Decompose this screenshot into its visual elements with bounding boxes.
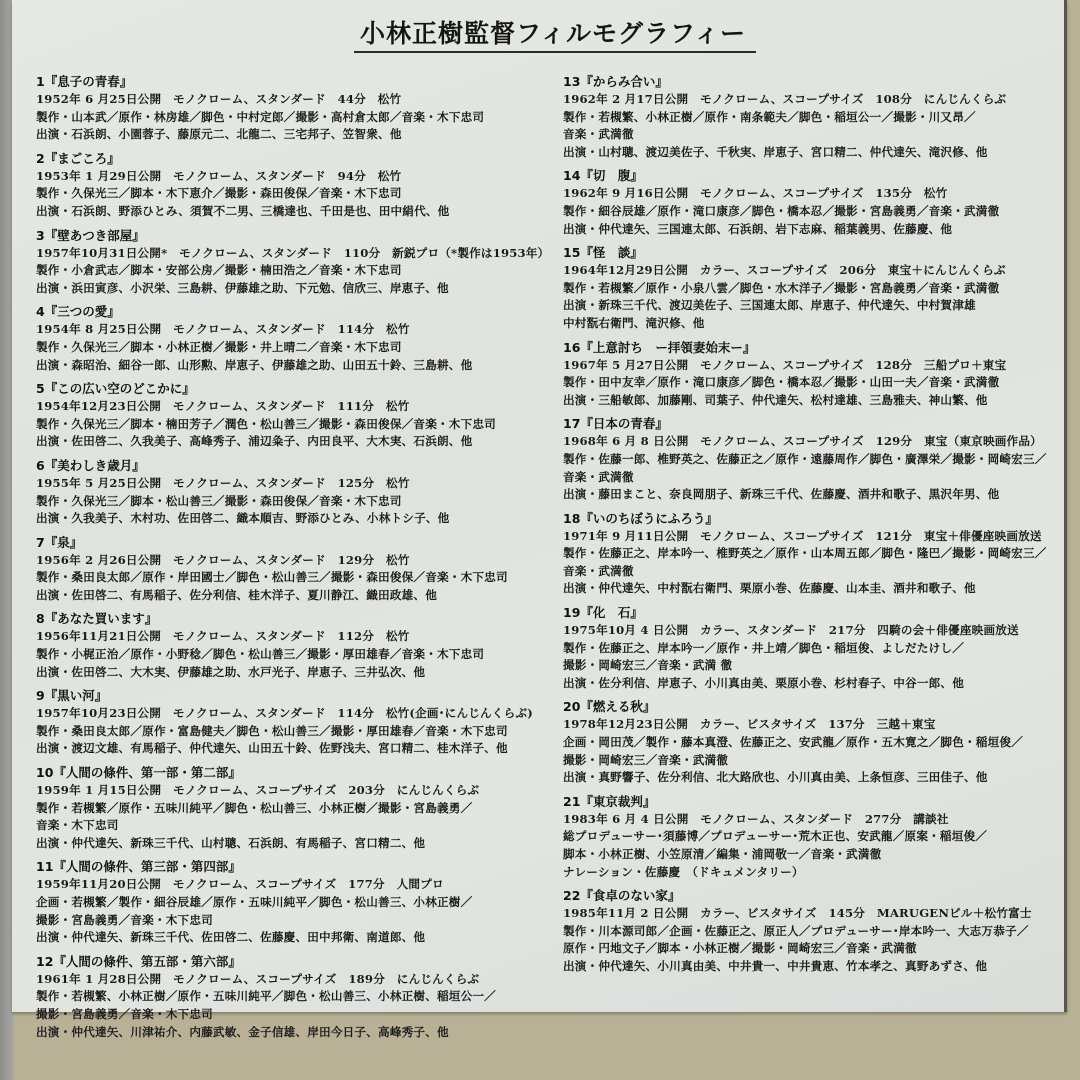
film-entry <box>563 415 1078 503</box>
film-entry <box>36 73 551 144</box>
film-heading <box>36 534 551 552</box>
film-release-info: 1975年10月 4 日公開 カラー、スタンダード 217分 四騎の会＋俳優座映画放送 <box>563 623 1019 638</box>
film-entry <box>36 227 551 298</box>
film-entry <box>36 457 551 528</box>
film-heading <box>36 858 551 876</box>
film-credits-line: 製作・久保光三／脚本・木下恵介／撮影・森田俊保／音楽・木下忠司 <box>36 186 402 201</box>
film-number: 19 <box>563 605 581 621</box>
film-number: 5 <box>36 381 45 397</box>
film-title: 『黒い河』 <box>44 688 108 704</box>
film-credits-line: 企画・岡田茂／製作・藤本真澄、佐藤正之、安武龍／原作・五木寛之／脚色・稲垣俊／ <box>563 735 1023 750</box>
film-credits-line: 製作・佐藤正之、岸本吟一／原作・井上靖／脚色・稲垣俊、よしだたけし／ <box>563 640 964 655</box>
film-credits-line: 音楽・木下忠司 <box>36 818 119 833</box>
film-title: 『人間の條件、第三部・第四部』 <box>53 859 241 875</box>
film-entry <box>36 303 551 374</box>
film-entry <box>36 764 551 852</box>
film-credits-line: 製作・小倉武志／脚本・安部公房／撮影・楠田浩之／音楽・木下忠司 <box>36 263 402 278</box>
film-credits-line: 出演・仲代達矢、中村翫右衛門、栗原小巻、佐藤慶、山本圭、酒井和歌子、他 <box>563 581 976 596</box>
film-credits-line: 撮影・岡崎宏三／音楽・武満徹 <box>563 752 729 767</box>
film-credits-line: 製作・久保光三／脚本・松山善三／撮影・森田俊保／音楽・木下忠司 <box>36 493 402 508</box>
film-heading <box>563 510 1078 528</box>
film-heading <box>563 604 1078 622</box>
film-number: 22 <box>563 888 581 904</box>
film-credits-line: 出演・石浜朗、野添ひとみ、須賀不二男、三橋達也、千田是也、田中絹代、他 <box>36 203 450 218</box>
film-title: 『燃える秋』 <box>580 699 656 715</box>
film-number: 17 <box>563 416 581 432</box>
film-credits-line: 製作・若槻繁／原作・五味川純平／脚色・松山善三、小林正樹／撮影・宮島義勇／ <box>36 800 473 815</box>
film-entry <box>563 167 1078 238</box>
film-entry <box>563 244 1078 332</box>
film-heading <box>563 698 1078 716</box>
film-credits-line: 製作・佐藤一郎、椎野英之、佐藤正之／原作・遠藤周作／脚色・廣澤栄／撮影・岡崎宏三／ <box>563 451 1047 466</box>
film-title: 『人間の條件、第五部・第六部』 <box>53 953 241 969</box>
film-release-info: 1952年 6 月25日公開 モノクローム、スタンダード 44分 松竹 <box>36 92 402 106</box>
film-credits-line: 製作・川本源司郎／企画・佐藤正之、原正人／プロデューサー･岸本吟一、大志万恭子／ <box>563 923 1029 938</box>
film-credits-line: 出演・仲代達矢、新珠三千代、佐田啓二、佐藤慶、田中邦衛、南道郎、他 <box>36 930 426 945</box>
film-credits-line: 出演・三船敏郎、加藤剛、司葉子、仲代達矢、松村達雄、三島雅夫、神山繁、他 <box>563 392 988 407</box>
film-entry <box>563 339 1078 410</box>
film-release-info: 1967年 5 月27日公開 モノクローム、スコープサイズ 128分 三船プロ＋東宝 <box>563 357 1007 372</box>
film-title: 『この広い空のどこかに』 <box>44 381 195 397</box>
film-credits-line: 出演・森昭治、細谷一郎、山形勲、岸恵子、伊藤雄之助、山田五十鈴、三島耕、他 <box>36 357 473 372</box>
film-title: 『人間の條件、第一部・第二部』 <box>53 765 241 781</box>
film-number: 6 <box>36 457 45 473</box>
film-title: 『まごころ』 <box>44 150 120 166</box>
film-credits-line: 中村翫右衛門、滝沢修、他 <box>563 315 705 330</box>
film-heading <box>36 457 551 475</box>
film-credits-line: 出演・山村聰、渡辺美佐子、千秋実、岸恵子、宮口精二、仲代達矢、滝沢修、他 <box>563 144 988 159</box>
film-entry <box>36 858 551 946</box>
film-credits-line: 出演・浜田寅彦、小沢栄、三島耕、伊藤雄之助、下元勉、信欣三、岸恵子、他 <box>36 280 449 295</box>
film-title: 『壁あつき部屋』 <box>44 227 145 243</box>
film-number: 8 <box>36 611 45 627</box>
film-number: 9 <box>36 688 45 704</box>
film-release-info: 1959年11月20日公開 モノクローム、スコープサイズ 177分 人間プロ <box>36 877 444 892</box>
film-credits-line: 出演・仲代達矢、小川真由美、中井貴一、中井貴恵、竹本孝之、真野あずさ、他 <box>563 958 988 973</box>
film-number: 7 <box>36 534 45 550</box>
film-credits-line: 脚本・小林正樹、小笠原清／編集・浦岡敬一／音楽・武満徹 <box>563 847 882 861</box>
film-credits-line: 製作・佐藤正之、岸本吟一、椎野英之／原作・山本周五郎／脚色・隆巴／撮影・岡崎宏三／ <box>563 546 1047 561</box>
film-release-info: 1954年12月23日公開 モノクローム、スタンダード 111分 松竹 <box>36 399 410 414</box>
film-credits-line: 総プロデューサー･須藤博／プロデューサー･荒木正也、安武龍／原案・稲垣俊／ <box>563 829 988 844</box>
film-heading <box>36 764 551 782</box>
film-title: 『いのちぼうにふろう』 <box>580 510 718 526</box>
film-number: 21 <box>563 793 581 809</box>
film-title: 『息子の青春』 <box>44 74 133 89</box>
film-release-info: 1953年 1 月29日公開 モノクローム、スタンダード 94分 松竹 <box>36 168 402 183</box>
film-heading <box>36 380 551 398</box>
film-entry <box>36 687 551 758</box>
film-credits-line: 出演・佐田啓二、有馬稲子、佐分利信、桂木洋子、夏川静江、織田政雄、他 <box>36 587 437 602</box>
film-release-info: 1956年 2 月26日公開 モノクローム、スタンダード 129分 松竹 <box>36 552 410 567</box>
film-number: 11 <box>36 859 54 875</box>
film-credits-line: 原作・円地文子／脚本・小林正樹／撮影・岡崎宏三／音楽・武満徹 <box>563 941 917 956</box>
film-number: 15 <box>563 245 581 261</box>
film-heading <box>563 244 1078 262</box>
film-credits-line: 製作・久保光三／脚本・小林正樹／撮影・井上晴二／音楽・木下忠司 <box>36 339 402 354</box>
film-entry <box>36 380 551 451</box>
film-number: 1 <box>36 74 45 89</box>
film-credits-line: 出演・佐分利信、岸恵子、小川真由美、栗原小巻、杉村春子、中谷一郎、他 <box>563 675 964 690</box>
film-heading <box>36 73 551 91</box>
film-number: 13 <box>563 74 581 89</box>
film-credits-line: 音楽・武満徹 <box>563 563 634 578</box>
film-heading <box>563 793 1078 811</box>
film-release-info: 1954年 8 月25日公開 モノクローム、スタンダード 114分 松竹 <box>36 322 410 337</box>
film-release-info: 1959年 1 月15日公開 モノクローム、スコープサイズ 203分 にんじんくらぶ <box>36 783 480 798</box>
title-underline <box>354 51 756 53</box>
film-credits-line: 出演・渡辺文雄、有馬稲子、仲代達矢、山田五十鈴、佐野浅夫、宮口精二、桂木洋子、他 <box>36 741 508 756</box>
film-title: 『あなた買います』 <box>44 611 158 627</box>
film-credits-line: 製作・山本武／原作・林房雄／脚色・中村定郎／撮影・高村倉太郎／音楽・木下忠司 <box>36 109 485 124</box>
film-entry <box>36 610 551 681</box>
film-release-info: 1964年12月29日公開 カラー、スコープサイズ 206分 東宝＋にんじんくらぶ <box>563 263 1006 278</box>
film-release-info: 1961年 1 月28日公開 モノクローム、スコープサイズ 189分 にんじんくらぶ <box>36 971 480 986</box>
page-title: 小林正樹監督フィルモグラフィー <box>359 19 746 48</box>
film-number: 4 <box>36 304 45 320</box>
film-release-info: 1962年 2 月17日公開 モノクローム、スコープサイズ 108分 にんじんくらぶ <box>563 92 1007 106</box>
film-number: 14 <box>563 168 581 184</box>
film-credits-line: 出演・佐田啓二、久我美子、高峰秀子、浦辺粂子、内田良平、大木実、石浜朗、他 <box>36 434 473 449</box>
film-release-info: 1957年10月31日公開* モノクローム、スタンダード 110分 新鋭プロ（*製作は1953年） <box>36 245 550 260</box>
film-credits-line: 出演・新珠三千代、渡辺美佐子、三国連太郎、岸恵子、仲代達矢、中村賀津雄 <box>563 298 976 313</box>
film-credits-line: 企画・若槻繁／製作・細谷辰雄／原作・五味川純平／脚色・松山善三、小林正樹／ <box>36 895 473 909</box>
film-heading <box>36 303 551 321</box>
film-credits-line: ナレーション・佐藤慶 （ドキュメンタリー） <box>563 864 804 879</box>
film-credits-line: 出演・仲代達矢、川津祐介、内藤武敏、金子信雄、岸田今日子、高峰秀子、他 <box>36 1024 449 1039</box>
film-number: 12 <box>36 953 54 969</box>
film-title: 『美わしき歳月』 <box>44 457 145 473</box>
film-credits-line: 出演・久我美子、木村功、佐田啓二、織本順吉、野添ひとみ、小林トシ子、他 <box>36 511 450 526</box>
film-release-info: 1962年 9 月16日公開 モノクローム、スコープサイズ 135分 松竹 <box>563 186 948 201</box>
film-credits-line: 出演・真野響子、佐分利信、北大路欣也、小川真由美、上条恒彦、三田佳子、他 <box>563 770 988 785</box>
film-title: 『怪 談』 <box>580 245 643 261</box>
film-title: 『三つの愛』 <box>44 304 120 320</box>
film-number: 18 <box>563 510 581 526</box>
film-entry <box>36 953 551 1041</box>
film-credits-line: 撮影・宮島義勇／音楽・木下忠司 <box>36 1006 213 1021</box>
film-credits-line: 製作・田中友幸／原作・滝口康彦／脚色・橋本忍／撮影・山田一夫／音楽・武満徹 <box>563 375 1000 390</box>
film-heading <box>563 339 1078 357</box>
film-number: 16 <box>563 339 581 355</box>
film-entry <box>563 793 1078 881</box>
film-title: 『食卓のない家』 <box>580 888 681 904</box>
film-heading <box>563 887 1078 905</box>
film-credits-line: 製作・小梶正治／原作・小野稔／脚色・松山善三／撮影・厚田雄春／音楽・木下忠司 <box>36 647 485 662</box>
film-release-info: 1985年11月 2 日公開 カラー、ビスタサイズ 145分 MARUGENビル＋松竹富士 <box>563 906 1032 921</box>
film-heading <box>563 167 1078 185</box>
film-title: 『からみ合い』 <box>580 74 668 89</box>
film-credits-line: 製作・若槻繁、小林正樹／原作・五味川純平／脚色・松山善三、小林正樹、稲垣公一／ <box>36 989 496 1004</box>
film-credits-line: 出演・藤田まこと、奈良岡朋子、新珠三千代、佐藤慶、酒井和歌子、黒沢年男、他 <box>563 487 1000 502</box>
film-number: 20 <box>563 699 581 715</box>
film-heading <box>36 150 551 168</box>
film-credits-line: 音楽・武満徹 <box>563 469 634 484</box>
film-title: 『切 腹』 <box>580 168 643 184</box>
film-credits-line: 撮影・岡崎宏三／音楽・武満 徹 <box>563 658 733 673</box>
film-entry <box>36 534 551 605</box>
film-release-info: 1971年 9 月11日公開 モノクローム、スコープサイズ 121分 東宝＋俳優座映画放送 <box>563 528 1042 543</box>
film-release-info: 1955年 5 月25日公開 モノクローム、スタンダード 125分 松竹 <box>36 475 410 490</box>
film-heading <box>36 227 551 245</box>
film-entry <box>563 604 1078 692</box>
filmography-left-column <box>36 73 551 1047</box>
film-entry <box>563 887 1078 975</box>
film-credits-line: 製作・桑田良太郎／原作・富島健夫／脚色・松山善三／撮影・厚田雄春／音楽・木下忠司 <box>36 723 508 738</box>
film-number: 2 <box>36 150 45 166</box>
film-credits-line: 出演・仲代達矢、新珠三千代、山村聰、石浜朗、有馬稲子、宮口精二、他 <box>36 835 426 850</box>
film-heading <box>563 415 1078 433</box>
film-heading <box>36 953 551 971</box>
film-credits-line: 出演・仲代達矢、三国連太郎、石浜朗、岩下志麻、稲葉義男、佐藤慶、他 <box>563 221 953 236</box>
film-title: 『上意討ち ー拝領妻始末ー』 <box>580 339 756 355</box>
film-credits-line: 製作・細谷辰雄／原作・滝口康彦／脚色・橋本忍／撮影・宮島義勇／音楽・武満徹 <box>563 203 1000 218</box>
film-title: 『化 石』 <box>580 605 643 621</box>
film-credits-line: 製作・桑田良太郎／原作・岸田國士／脚色・松山善三／撮影・森田俊保／音楽・木下忠司 <box>36 570 508 585</box>
film-credits-line: 製作・若槻繁、小林正樹／原作・南条範夫／脚色・稲垣公一／撮影・川又昂／ <box>563 109 976 124</box>
film-number: 3 <box>36 227 45 243</box>
film-title: 『日本の青春』 <box>580 416 668 432</box>
film-title: 『東京裁判』 <box>580 793 656 809</box>
film-release-info: 1957年10月23日公開 モノクローム、スタンダード 114分 松竹(企画･にんじんくらぶ) <box>36 706 533 721</box>
film-entry <box>563 73 1078 161</box>
film-entry <box>36 150 551 221</box>
film-credits-line: 撮影・宮島義勇／音楽・木下忠司 <box>36 912 213 927</box>
film-credits-line: 音楽・武満徹 <box>563 127 634 142</box>
film-heading <box>563 73 1078 91</box>
film-credits-line: 製作・久保光三／脚本・楠田芳子／潤色・松山善三／撮影・森田俊保／音楽・木下忠司 <box>36 416 496 431</box>
film-credits-line: 製作・若槻繁／原作・小泉八雲／脚色・水木洋子／撮影・宮島義勇／音楽・武満徹 <box>563 280 1000 295</box>
filmography-right-column <box>563 73 1078 982</box>
film-title: 『泉』 <box>44 534 83 550</box>
film-credits-line: 出演・石浜朗、小園蓉子、藤原元二、北龍二、三宅邦子、笠智衆、他 <box>36 127 402 142</box>
film-credits-line: 出演・佐田啓二、大木実、伊藤雄之助、水戸光子、岸恵子、三井弘次、他 <box>36 664 426 679</box>
film-release-info: 1956年11月21日公開 モノクローム、スタンダード 112分 松竹 <box>36 629 410 644</box>
film-heading <box>36 610 551 628</box>
film-heading <box>36 687 551 705</box>
film-release-info: 1968年 6 月 8 日公開 モノクローム、スコープサイズ 129分 東宝（東京映画作品） <box>563 434 1042 449</box>
film-entry <box>563 698 1078 786</box>
film-number: 10 <box>36 765 54 781</box>
film-entry <box>563 510 1078 598</box>
film-release-info: 1978年12月23日公開 カラー、ビスタサイズ 137分 三越＋東宝 <box>563 717 936 732</box>
film-release-info: 1983年 6 月 4 日公開 モノクローム、スタンダード 277分 講談社 <box>563 811 949 826</box>
